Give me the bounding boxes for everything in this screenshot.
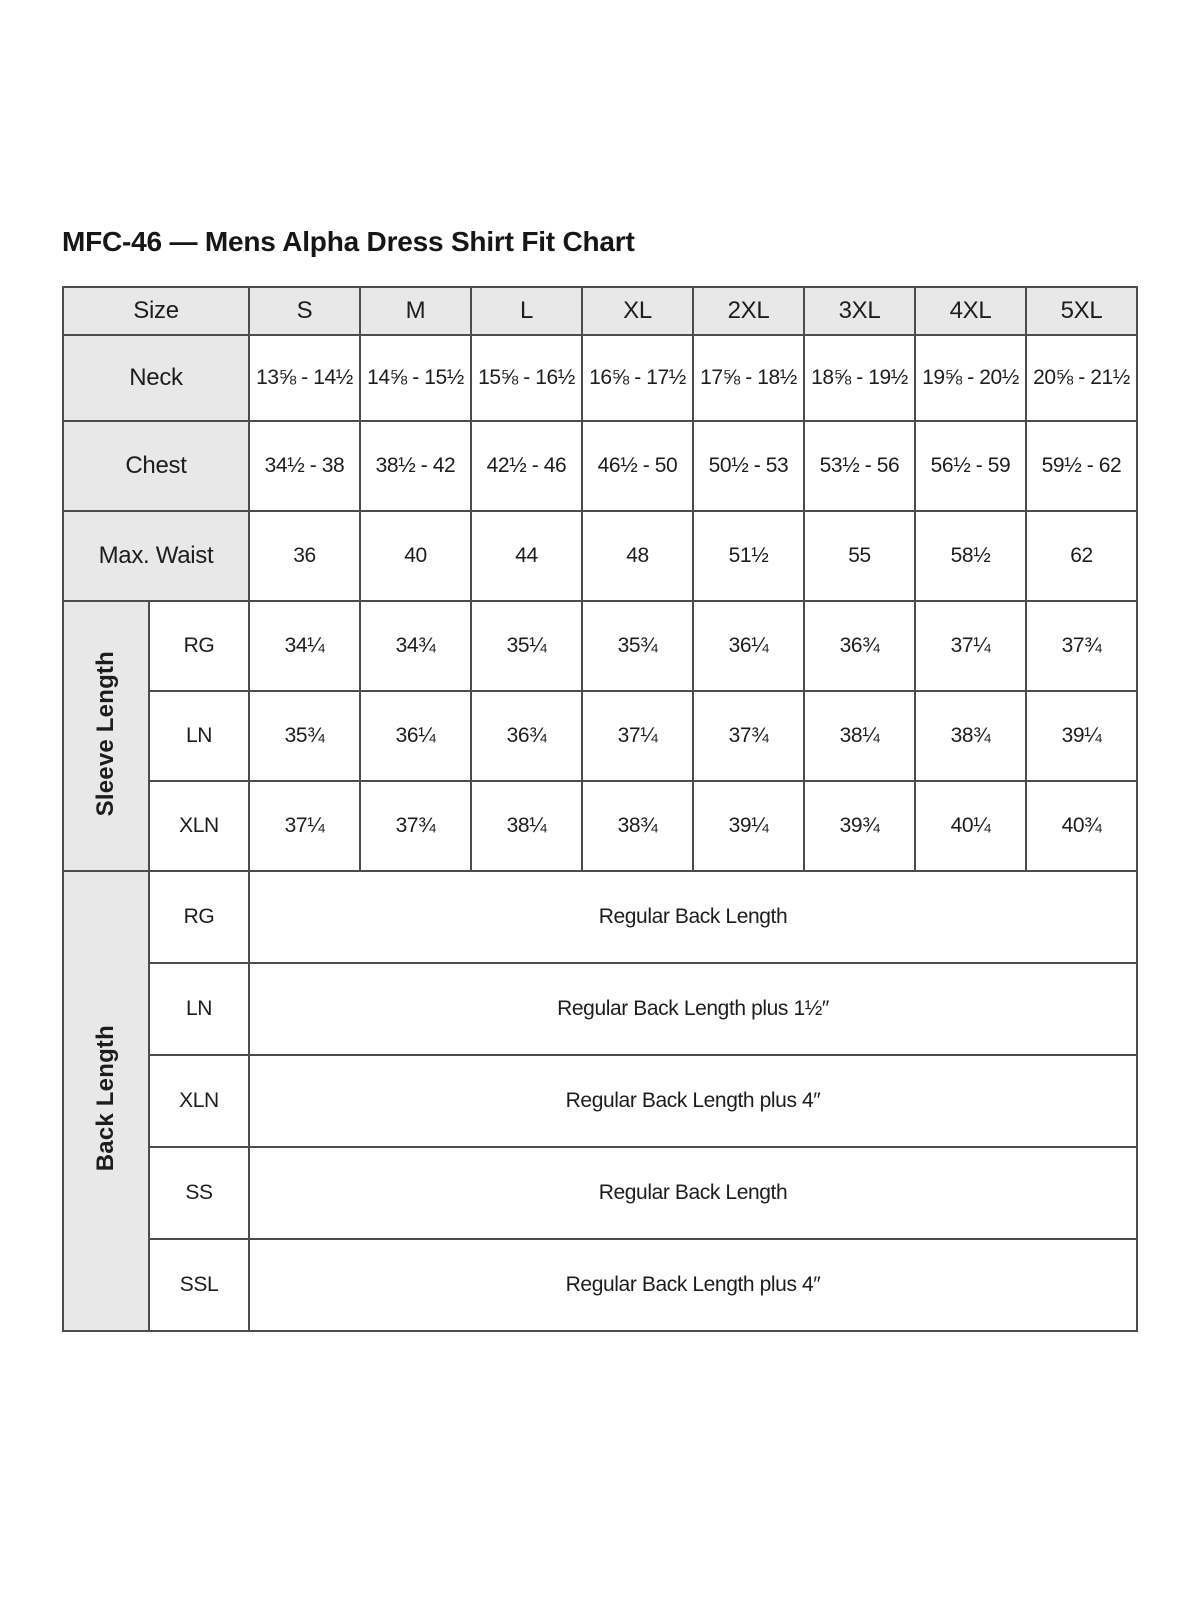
sleeve-ln-row (63, 691, 1137, 781)
chest-value: 59½ - 62 (1026, 421, 1137, 511)
sleeve-xln-value: 37¼ (249, 781, 360, 871)
sleeve-rg-value: 34¼ (249, 601, 360, 691)
fit-chart-table (62, 286, 1138, 1332)
col-header-4xl: 4XL (915, 287, 1026, 335)
back-ln-row (63, 963, 1137, 1055)
sleeve-xln-value: 38¾ (582, 781, 693, 871)
sleeve-ln-value: 38¾ (915, 691, 1026, 781)
sleeve-rg-value: 37¾ (1026, 601, 1137, 691)
chest-value: 53½ - 56 (804, 421, 915, 511)
max-waist-value: 55 (804, 511, 915, 601)
sleeve-xln-value: 38¼ (471, 781, 582, 871)
sleeve-length-section-label (63, 601, 149, 871)
max-waist-value: 51½ (693, 511, 804, 601)
col-header-2xl: 2XL (693, 287, 804, 335)
sleeve-rg-value: 37¼ (915, 601, 1026, 691)
col-header-s: S (249, 287, 360, 335)
sleeve-xln-row (63, 781, 1137, 871)
back-ssl-label: SSL (149, 1239, 249, 1331)
chest-value: 42½ - 46 (471, 421, 582, 511)
corner-header-size: Size (63, 287, 249, 335)
neck-value: 13⅝ - 14½ (249, 335, 360, 421)
sleeve-ln-value: 37¼ (582, 691, 693, 781)
back-ss-row (63, 1147, 1137, 1239)
max-waist-value: 36 (249, 511, 360, 601)
col-header-l: L (471, 287, 582, 335)
back-ln-value: Regular Back Length plus 1½″ (249, 963, 1137, 1055)
header-row (63, 287, 1137, 335)
back-ssl-value: Regular Back Length plus 4″ (249, 1239, 1137, 1331)
sleeve-ln-value: 35¾ (249, 691, 360, 781)
chest-value: 34½ - 38 (249, 421, 360, 511)
back-rg-label: RG (149, 871, 249, 963)
max-waist-value: 58½ (915, 511, 1026, 601)
back-ss-value: Regular Back Length (249, 1147, 1137, 1239)
back-length-section-label (63, 871, 149, 1331)
sleeve-ln-value: 38¼ (804, 691, 915, 781)
sleeve-rg-value: 36¾ (804, 601, 915, 691)
chest-row-label: Chest (63, 421, 249, 511)
sleeve-length-vertical-label: Sleeve Length (92, 650, 119, 817)
chest-value: 50½ - 53 (693, 421, 804, 511)
sleeve-xln-label: XLN (149, 781, 249, 871)
neck-value: 14⅝ - 15½ (360, 335, 471, 421)
sleeve-rg-value: 34¾ (360, 601, 471, 691)
max-waist-value: 48 (582, 511, 693, 601)
sleeve-rg-row (63, 601, 1137, 691)
back-xln-value: Regular Back Length plus 4″ (249, 1055, 1137, 1147)
sleeve-rg-label: RG (149, 601, 249, 691)
neck-value: 20⅝ - 21½ (1026, 335, 1137, 421)
back-rg-value: Regular Back Length (249, 871, 1137, 963)
sleeve-rg-value: 35¾ (582, 601, 693, 691)
sleeve-ln-value: 36¾ (471, 691, 582, 781)
sleeve-ln-value: 36¼ (360, 691, 471, 781)
neck-value: 17⅝ - 18½ (693, 335, 804, 421)
sleeve-xln-value: 37¾ (360, 781, 471, 871)
back-ssl-row (63, 1239, 1137, 1331)
sleeve-xln-value: 39¼ (693, 781, 804, 871)
chest-value: 46½ - 50 (582, 421, 693, 511)
max-waist-value: 44 (471, 511, 582, 601)
page-title: MFC-46 — Mens Alpha Dress Shirt Fit Chart (62, 226, 635, 257)
neck-row (63, 335, 1137, 421)
max-waist-value: 62 (1026, 511, 1137, 601)
max-waist-row (63, 511, 1137, 601)
sleeve-xln-value: 40¾ (1026, 781, 1137, 871)
sleeve-ln-value: 37¾ (693, 691, 804, 781)
col-header-5xl: 5XL (1026, 287, 1137, 335)
chest-row (63, 421, 1137, 511)
col-header-3xl: 3XL (804, 287, 915, 335)
back-length-vertical-label: Back Length (92, 1025, 119, 1172)
sleeve-xln-value: 40¼ (915, 781, 1026, 871)
chest-value: 38½ - 42 (360, 421, 471, 511)
sleeve-ln-value: 39¼ (1026, 691, 1137, 781)
neck-value: 19⅝ - 20½ (915, 335, 1026, 421)
col-header-m: M (360, 287, 471, 335)
sleeve-xln-value: 39¾ (804, 781, 915, 871)
chest-value: 56½ - 59 (915, 421, 1026, 511)
back-xln-label: XLN (149, 1055, 249, 1147)
max-waist-value: 40 (360, 511, 471, 601)
sleeve-rg-value: 36¼ (693, 601, 804, 691)
neck-row-label: Neck (63, 335, 249, 421)
neck-value: 16⅝ - 17½ (582, 335, 693, 421)
back-ln-label: LN (149, 963, 249, 1055)
neck-value: 15⅝ - 16½ (471, 335, 582, 421)
back-xln-row (63, 1055, 1137, 1147)
sleeve-ln-label: LN (149, 691, 249, 781)
neck-value: 18⅝ - 19½ (804, 335, 915, 421)
back-rg-row (63, 871, 1137, 963)
sleeve-rg-value: 35¼ (471, 601, 582, 691)
max-waist-row-label: Max. Waist (63, 511, 249, 601)
col-header-xl: XL (582, 287, 693, 335)
back-ss-label: SS (149, 1147, 249, 1239)
